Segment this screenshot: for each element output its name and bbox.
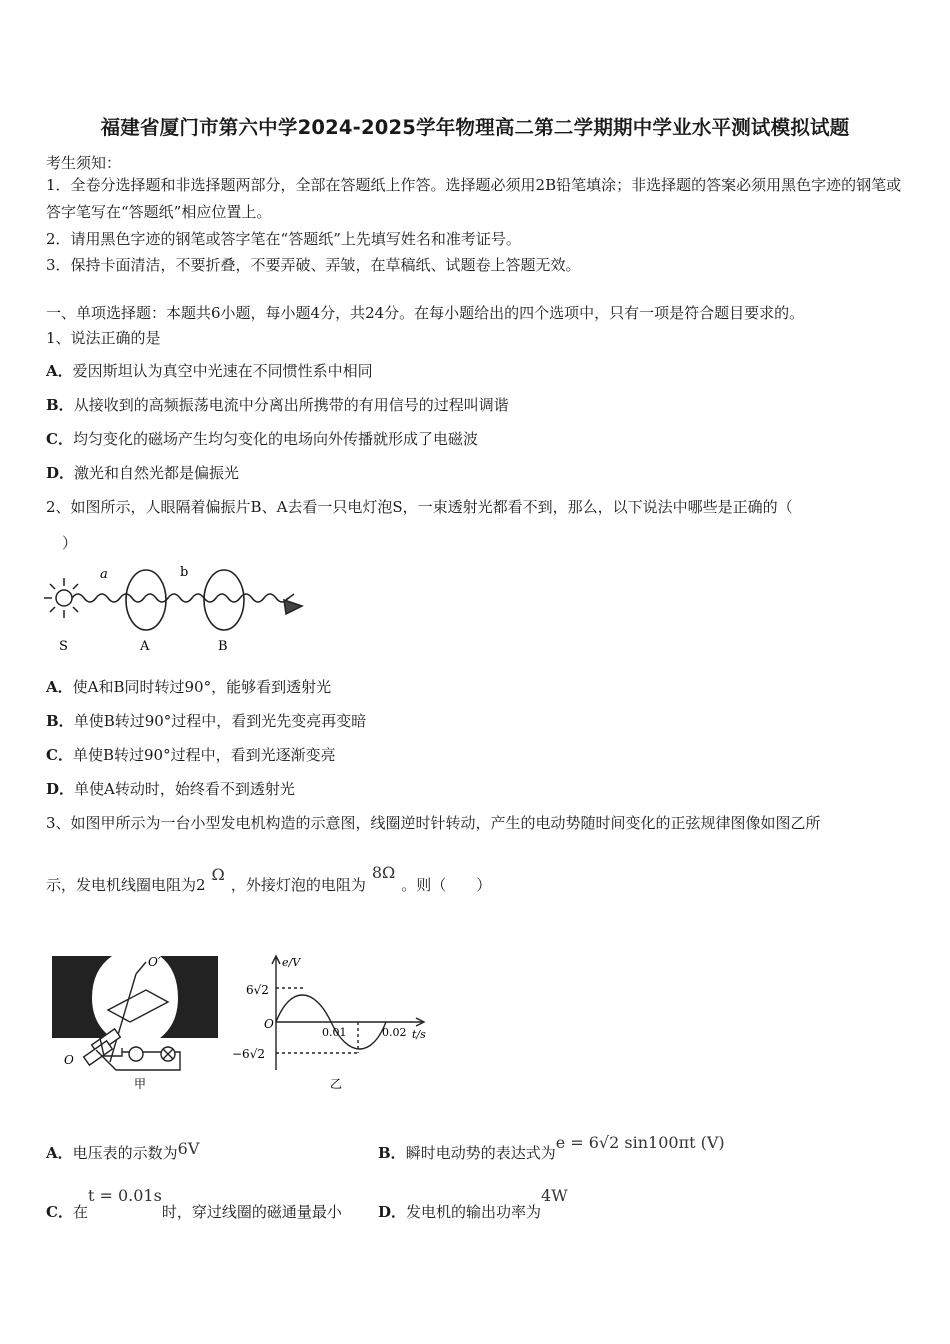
- caption-yi: 乙: [330, 1077, 343, 1091]
- svg-text:O′: O′: [148, 955, 161, 969]
- q3-option-b: B．瞬时电动势的表达式为e = 6√2 sin100πt (V): [378, 1133, 725, 1162]
- polarizer-a: [126, 570, 166, 630]
- label-polarizer-a: A: [140, 639, 150, 654]
- polarizer-figure: [44, 560, 314, 660]
- magnet-right: [160, 956, 218, 1038]
- label-a: a: [100, 567, 108, 582]
- caption-jia: 甲: [134, 1077, 147, 1091]
- svg-text:O: O: [64, 1053, 74, 1067]
- emf-graph-yi: [226, 952, 436, 1097]
- q3-option-c: C．在t = 0.01s时，穿过线圈的磁通量最小: [46, 1186, 342, 1221]
- notice-heading: 考生须知：: [46, 154, 122, 172]
- label-b: b: [180, 565, 189, 580]
- x-axis-label: t/s: [412, 1028, 426, 1041]
- label-s: S: [59, 639, 68, 654]
- section-heading: 一、单项选择题：本题共6小题，每小题4分，共24分。在每小题给出的四个选项中，只有一项是符合题目要求的。: [46, 304, 805, 322]
- voltmeter-icon: [129, 1047, 143, 1061]
- q1-stem: 1、说法正确的是: [46, 329, 161, 347]
- magnet-left: [52, 956, 112, 1038]
- q2-stem: 2、如图所示，人眼隔着偏振片B、A去看一只电灯泡S，一束透射光都看不到，那么，以下说法中哪些是正确的（: [46, 498, 793, 516]
- notice-item-3: 3．保持卡面清洁，不要折叠，不要弄破、弄皱，在草稿纸、试题卷上答题无效。: [46, 256, 581, 274]
- generator-figure-jia: [50, 952, 220, 1097]
- page-title: 福建省厦门市第六中学2024-2025学年物理高二第二学期期中学业水平测试模拟试题: [100, 116, 850, 139]
- notice-item-1: 1．全卷分选择题和非选择题两部分，全部在答题纸上作答。选择题必须用2B铅笔填涂；非选择题的答案必须用黑色字迹的钢笔或答字笔写在“答题纸”相应位置上。: [46, 176, 902, 221]
- q3-option-d: D．发电机的输出功率为4W: [378, 1186, 568, 1221]
- q1-option-b: B．从接收到的高频振荡电流中分离出所携带的有用信号的过程叫调谐: [46, 396, 509, 414]
- q1-option-c: C．均匀变化的磁场产生均匀变化的电场向外传播就形成了电磁波: [46, 430, 478, 448]
- q2-stem-end: ）: [62, 534, 78, 552]
- coil-resistance-unit: Ω: [211, 865, 225, 884]
- q2-option-c: C．单使B转过90°过程中，看到光逐渐变亮: [46, 746, 336, 764]
- ymax-label: 6√2: [246, 983, 269, 997]
- q1-option-a: A．爱因斯坦认为真空中光速在不同惯性系中相同: [46, 362, 373, 380]
- q1-option-d: D．激光和自然光都是偏振光: [46, 464, 240, 482]
- light-wave: [72, 594, 288, 602]
- coil: [108, 990, 168, 1022]
- q2-option-d: D．单使A转动时，始终看不到透射光: [46, 780, 295, 798]
- y-axis-label: e/V: [282, 956, 301, 969]
- eye-icon: [284, 594, 302, 614]
- bulb-resistance: 8Ω: [371, 863, 396, 882]
- q2-option-b: B．单使B转过90°过程中，看到光先变亮再变暗: [46, 712, 367, 730]
- ymin-label: −6√2: [232, 1047, 265, 1061]
- tick-002: 0.02: [382, 1026, 407, 1039]
- label-polarizer-b: B: [218, 639, 228, 654]
- q3-stem-line2: 示，发电机线圈电阻为2Ω，外接灯泡的电阻为8Ω。则（ ）: [46, 863, 492, 894]
- q3-stem-line1: 3、如图甲所示为一台小型发电机构造的示意图，线圈逆时针转动，产生的电动势随时间变化的正弦规律图像如图乙所: [46, 814, 821, 832]
- q3-option-a: A．电压表的示数为6V: [46, 1139, 200, 1162]
- q2-option-a: A．使A和B同时转过90°，能够看到透射光: [46, 678, 332, 696]
- notice-item-2: 2．请用黑色字迹的钢笔或答字笔在“答题纸”上先填写姓名和准考证号。: [46, 230, 521, 248]
- origin-label: O: [264, 1017, 274, 1031]
- tick-001: 0.01: [322, 1026, 347, 1039]
